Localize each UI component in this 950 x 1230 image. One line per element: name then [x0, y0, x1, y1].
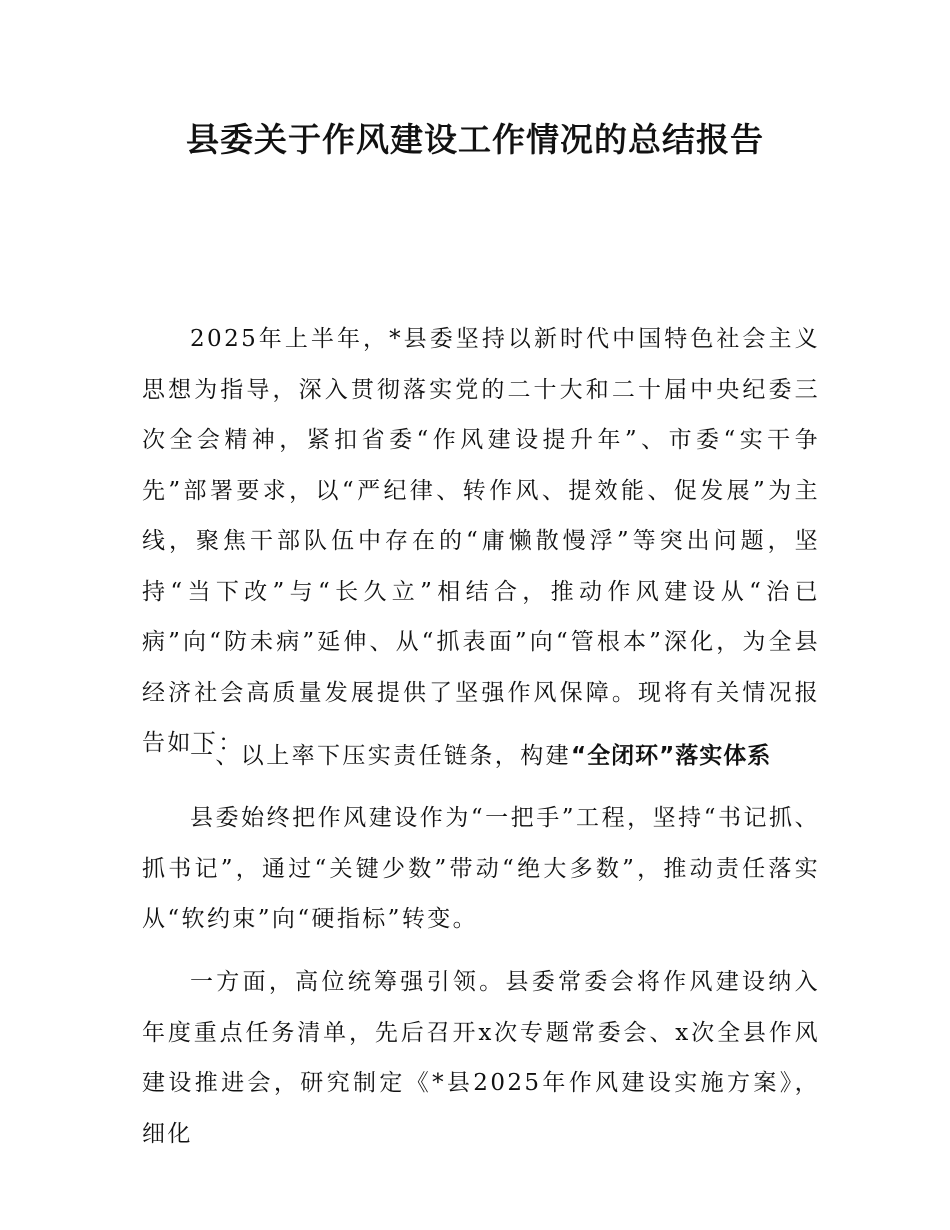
- section-1-body-paragraph: 县委始终把作风建设作为“一把手”工程，坚持“书记抓、抓书记”，通过“关键少数”带动“绝大多数”，推动责任落实从“软约束”向“硬指标”转变。: [142, 805, 820, 932]
- document-title: 县委关于作风建设工作情况的总结报告: [186, 120, 764, 159]
- section-1-heading-plain: 一、以上率下压实责任链条，构建: [190, 743, 571, 769]
- section-1-point-1-paragraph: 一方面，高位统筹强引领。县委常委会将作风建设纳入年度重点任务清单，先后召开x次专题常委会、x次全县作风建设推进会，研究制定《*县2025年作风建设实施方案》，细化: [142, 969, 820, 1147]
- section-1-heading: [142, 731, 832, 781]
- intro-paragraph: 2025年上半年，*县委坚持以新时代中国特色社会主义思想为指导，深入贯彻落实党的二十大和二十届中央纪委三次全会精神，紧扣省委“作风建设提升年”、市委“实干争先”部署要求，以“严纪律、转作风、提效能、促发展”为主线，聚焦干部队伍中存在的“庸懒散慢浮”等突出问题，坚持“当下改”与“长久立”相结合，推动作风建设从“治已病”向“防未病”延伸、从“抓表面”向“管根本”深化，为全县经济社会高质量发展提供了坚强作风保障。现将有关情况报告如下：: [142, 326, 820, 756]
- section-1-heading-bold: “全闭环”落实体系: [571, 743, 772, 769]
